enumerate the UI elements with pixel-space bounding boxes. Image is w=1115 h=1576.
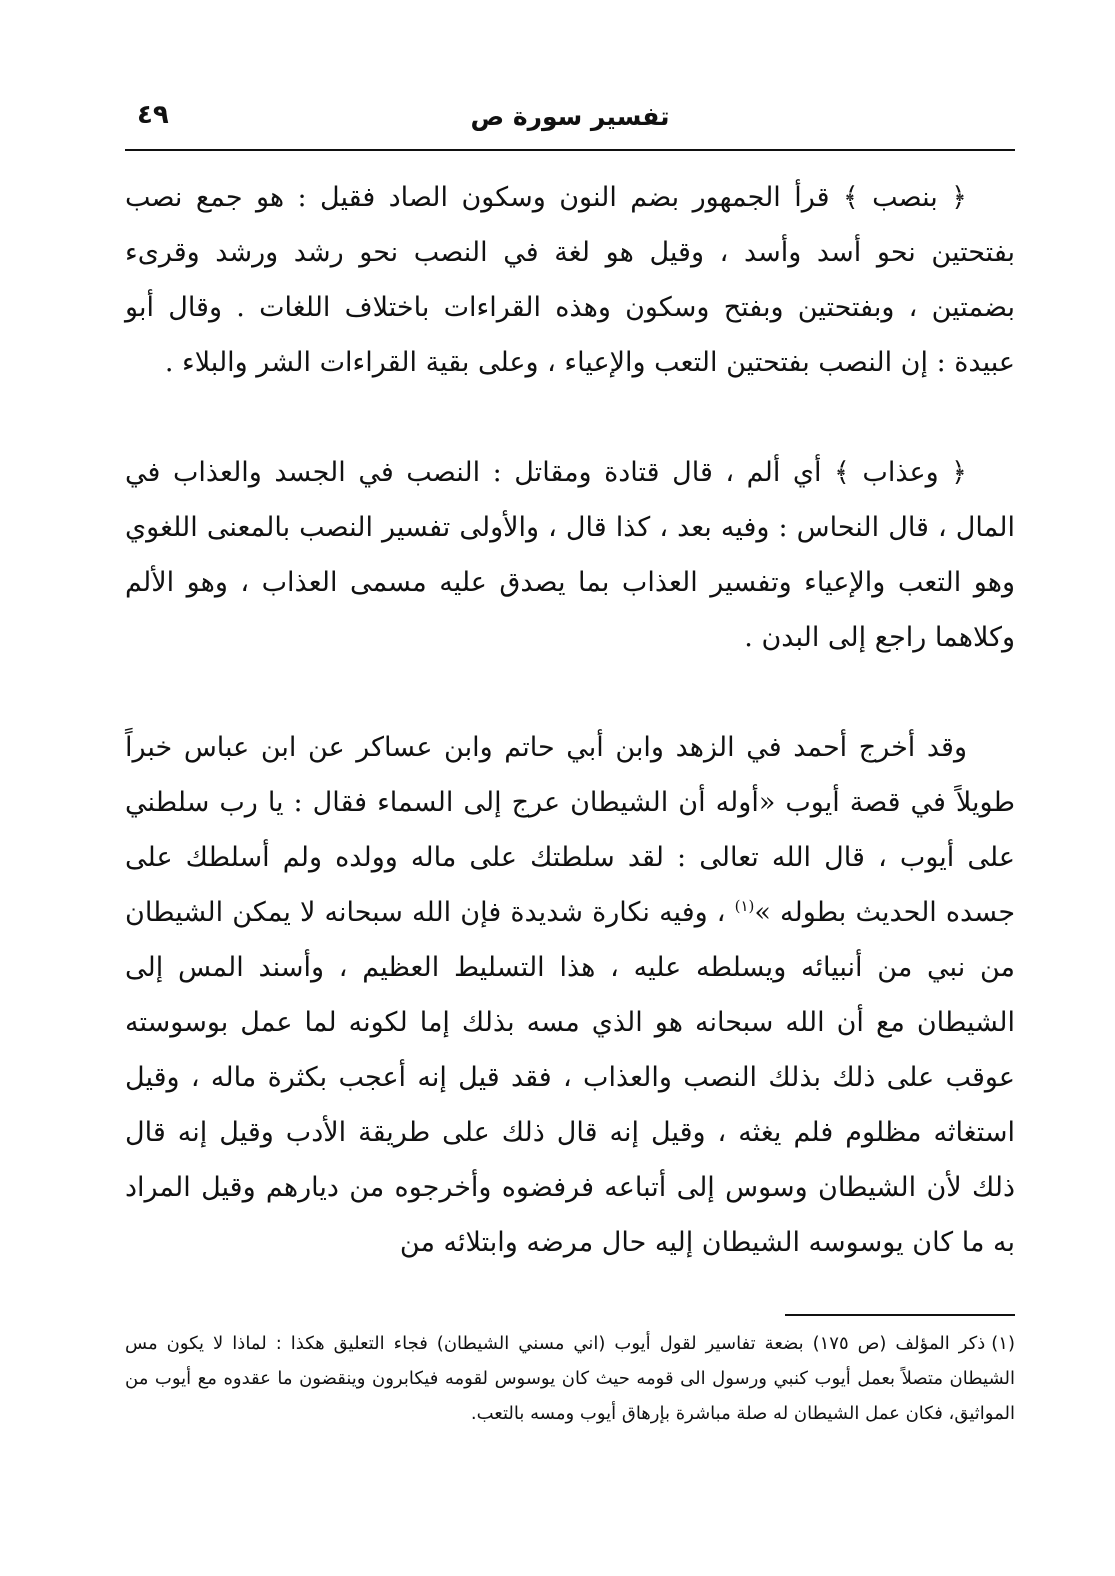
page-header <box>125 100 1015 150</box>
paragraph-text-after-footnote: ، وفيه نكارة شديدة فإن الله سبحانه لا يمكن الشيطان من نبي من أنبيائه ويسلطه عليه ، هذا التسليط العظيم ، وأسند المس إلى الشيطان مع أن الله سبحانه هو الذي مسه بذلك إما لكونه لما عمل بوسوسته عوقب على ذلك بذلك النصب والعذاب ، فقد قيل إنه أعجب بكثرة ماله ، وقيل استغاثه مظلوم فلم يغثه ، وقيل إنه قال ذلك على طريقة الأدب وقيل إنه قال ذلك لأن الشيطان وسوس إلى أتباعه فرفضوه وأخرجوه من ديارهم وقيل المراد به ما كان يوسوسه الشيطان إليه حال مرضه وابتلائه من <box>125 897 1015 1258</box>
footnotes <box>125 1326 1015 1431</box>
footnote-1 <box>125 1326 1015 1431</box>
footnote-text: ذكر المؤلف (ص ١٧٥) بضعة تفاسير لقول أيوب (اني مسني الشيطان) فجاء التعليق هكذا : لماذا لا يكون مس الشيطان متصلاً بعمل أيوب كنبي ورسول الى قومه حيث كان يوسوس لقومه فيكابرون وينقضون ما عقدوه مع أيوب من المواثيق، فكان عمل الشيطان له صلة مباشرة بإرهاق أيوب ومسه بالتعب. <box>125 1333 1015 1424</box>
footnote-number: (١) <box>991 1333 1015 1354</box>
paragraph-wa-adhab: ﴿ وعذاب ﴾ أي ألم ، قال قتادة ومقاتل : النصب في الجسد والعذاب في المال ، قال النحاس : وفيه بعد ، كذا قال ، والأولى تفسير النصب بالمعنى اللغوي وهو التعب والإعياء وتفسير العذاب بما يصدق عليه مسمى العذاب ، وهو الألم وكلاهما راجع إلى البدن . <box>125 457 1015 653</box>
footnote-divider <box>785 1314 1015 1316</box>
page-number: ٤٩ <box>137 100 169 130</box>
paragraph-ayyub-story <box>125 720 1015 1270</box>
header-divider <box>125 149 1015 151</box>
footnote-reference-mark: (١) <box>734 897 755 915</box>
paragraph-text-before-footnote: وقد أخرج أحمد في الزهد وابن أبي حاتم وابن عساكر عن ابن عباس خبراً طويلاً في قصة أيوب «أوله أن الشيطان عرج إلى السماء فقال : يا رب سلطني على أيوب ، قال الله تعالى : لقد سلطتك على ماله وولده ولم أسلطك على جسده الحديث بطوله » <box>125 732 1016 928</box>
paragraph-bi-nasab: ﴿ بنصب ﴾ قرأ الجمهور بضم النون وسكون الصاد فقيل : هو جمع نصب بفتحتين نحو أسد وأسد ، وقيل هو لغة في النصب نحو رشد ورشد وقرىء بضمتين ، وبفتحتين وبفتح وسكون وهذه القراءات باختلاف اللغات . وقال أبو عبيدة : إن النصب بفتحتين التعب والإعياء ، وعلى بقية القراءات الشر والبلاء . <box>125 182 1015 378</box>
main-text <box>125 170 1015 1270</box>
running-title: تفسير سورة ص <box>470 102 670 131</box>
